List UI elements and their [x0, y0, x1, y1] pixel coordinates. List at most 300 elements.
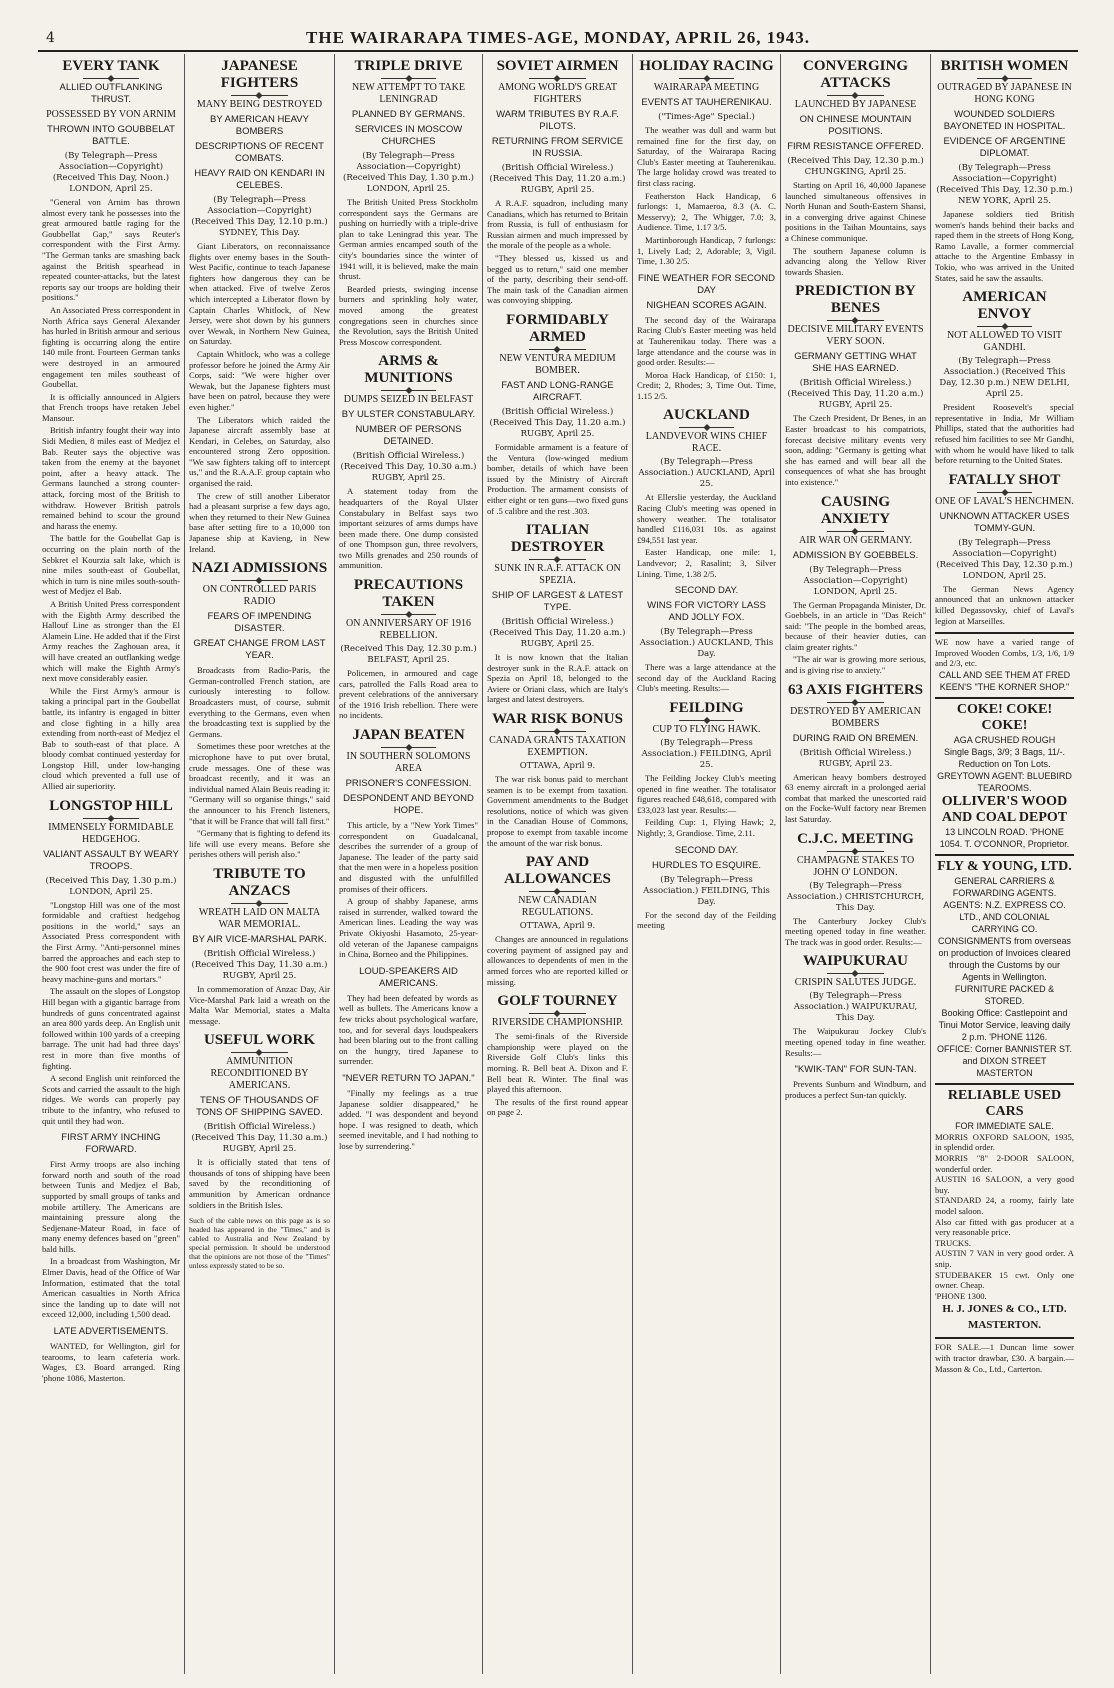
used-car-listing: 'PHONE 1300. — [935, 1290, 987, 1301]
subheading: ONE OF LAVAL'S HENCHMEN. — [935, 495, 1074, 507]
article — [339, 1073, 478, 1152]
subheading: HURDLES TO ESQUIRE. — [652, 859, 761, 871]
paragraph: Starting on April 16, 40,000 Japanese launched simultaneous offensives in North Hunan and South-Eastern Shansi, in a converging drive against Chinese positions in the Taihan Mountains, says a Chinese communique. — [785, 180, 926, 243]
paragraph: The British United Press Stockholm correspondent says the Germans are pushing on hurriedly with a triple-drive plan to take Leningrad this year. The German armies encamped south of the city's boundaries since the winter of 1941 will, it is believed, make the main thrust. — [339, 197, 478, 282]
headline: FEILDING — [669, 700, 744, 716]
kicker: ALLIED OUTFLANKING THRUST. — [59, 82, 163, 105]
dateline: (By Telegraph—Press Association.) AUCKLAND, April 25. — [638, 457, 775, 490]
paragraph: Featherston Hack Handicap, 6 furlongs: 1, Mamaeroa, 8.3 (A. C. Messervy); 2, The Whigger, 7.0; 3, Audience. Time, 1.17 3/5. — [637, 190, 776, 233]
subheading: HEAVY RAID ON KENDARI IN CELEBES. — [194, 168, 325, 191]
headline-rule — [977, 78, 1033, 79]
headline: SOVIET AIRMEN — [496, 58, 619, 74]
dateline: (British Official Wireless.) (Received This Day, 11.30 a.m.) RUGBY, April 25. — [191, 948, 328, 981]
fly-young-line: GENERAL CARRIERS & FORWARDING AGENTS. — [952, 875, 1057, 898]
paragraph: The German Propaganda Minister, Dr. Goebbels, in an article in "Das Reich" said: "The people in the bombed areas, because of their heavier duties, can claim greater rights." — [785, 599, 926, 652]
article — [189, 58, 330, 554]
used-car-listing: AUSTIN 16 SALOON, a very good buy. — [935, 1174, 1074, 1195]
paragraph: "General von Arnim has thrown almost every tank he possesses into the great armoured battle raging for the Goubbellat Gap," says Reuter's correspondent with the First Army. "The German tanks are smashing back against the British spearhead in repeated counter-attacks, but the latest reports say our troops are holding their positions." — [42, 197, 180, 303]
subheading: MANY BEING DESTROYED — [196, 99, 323, 110]
headline: CONVERGING ATTACKS — [802, 58, 908, 91]
article-body — [487, 934, 628, 987]
column-1 — [38, 54, 185, 1674]
kicker: LATE ADVERTISEMENTS. — [53, 1326, 169, 1338]
article — [42, 1132, 180, 1320]
dateline: (By Telegraph—Press Association—Copyright) (Received This Day, 12.10 p.m.) SYDNEY, This Day. — [191, 195, 328, 238]
paragraph: The Liberators which raided the Japanese aircraft assembly base at Kendari, in Celebes, on Saturday, also encountered strong Zero opposition. "We saw fighters taking off to intercept us," and the R.A.A.F. group captain who organised the raid. — [189, 414, 330, 489]
paragraph: The semi-finals of the Riverside championship were played on the Riverside Golf Club's links this morning. R. Bell beat A. Dixon and F. Bell beat R. Winter. The final was played this afternoon. — [487, 1031, 628, 1095]
article — [42, 58, 180, 792]
headline: USEFUL WORK — [204, 1032, 315, 1049]
headline: TRIBUTE TO ANZACS — [213, 865, 306, 899]
subheading: BY ULSTER CONSTABULARY. — [341, 409, 476, 421]
fly-young-line: Booking Office: Castlepoint and Tinui Motor Service, leaving daily 2 p.m. 'PHONE 1126. — [938, 1007, 1071, 1042]
paragraph: Easter Handicap, one mile: 1, Landvevor; 2, Rasalint; 3, Silver Lining. Time, 1.38 2/5. — [637, 547, 776, 579]
paragraph: Broadcasts from Radio-Paris, the German-controlled French station, are curiously interesting to follow. Broadcasters must, of course, submit everything to the Germans, even when the broadcasting text is supplied by the Germans. — [189, 665, 330, 739]
article — [785, 1064, 926, 1100]
paragraph: "They blessed us, kissed us and begged us to return," said one member of the party, describing their send-off. The main task of the Canadian airmen was convoying shipping. — [487, 252, 628, 306]
dateline: (By Telegraph—Press Association.) FEILDING, This Day. — [643, 874, 770, 907]
headline: FORMIDABLY ARMED — [506, 311, 609, 345]
paragraph: In a broadcast from Washington, Mr Elmer Davis, head of the Office of War Information, estimated that the total American casualties in North Africa since the landing up to date will not exceed 12,000, including 1,500 dead. — [42, 1256, 180, 1320]
paragraph: The assault on the slopes of Longstop Hill began with a gigantic barrage from hundreds of guns concentrated against an area 800 yards deep. An English unit followed within 100 yards of a creeping barrage. The unit had had three days' rest in more than five months of fighting. — [42, 986, 180, 1071]
kicker: "NEVER RETURN TO JAPAN." — [342, 1072, 475, 1084]
article-body — [487, 652, 628, 705]
kicker: SECOND DAY. — [674, 585, 739, 597]
paragraph: A group of shabby Japanese, arms raised in surrender, walked toward the American lines. Leading the way was Private Okiyoshi Hasamoto, 25-year-old veteran of the Japanese campaigns in China, Borneo and the Philippines. — [339, 896, 478, 960]
article — [487, 993, 628, 1118]
headline-rule — [827, 95, 883, 96]
subheading: NEW CANADIAN REGULATIONS. — [518, 895, 597, 919]
subheading: NEW VENTURA MEDIUM BOMBER. — [499, 352, 616, 376]
masthead — [38, 26, 1078, 52]
subheading: POSSESSED BY VON ARNIM — [46, 109, 176, 120]
column-7 — [931, 54, 1078, 1674]
kicker: "KWIK-TAN" FOR SUN-TAN. — [794, 1064, 917, 1076]
paragraph: The Waipukurau Jockey Club's meeting opened today in fine weather. Results:— — [785, 1026, 926, 1058]
column-4 — [483, 54, 633, 1674]
dateline: (Received This Day, 1.30 p.m.) LONDON, April 25. — [45, 875, 177, 897]
fly-young-line: CONSIGNMENTS from overseas on production of Invoices cleared through the Customs by our Agents in Wellington. — [937, 935, 1072, 982]
subheading: LAUNCHED BY JAPANESE — [794, 99, 917, 110]
article-body — [935, 209, 1074, 283]
paragraph: The Czech President, Dr Benes, in an Easter broadcast to his compatriots, forecast decisive military events very soon, adding: "Germany is getting what she has earned and will bear all the consequences of what she has brought into existence." — [785, 413, 926, 487]
dateline: (British Official Wireless.) (Received This Day, 11.20 a.m.) RUGBY, April 25. — [489, 163, 626, 195]
subheading: TENS OF THOUSANDS OF TONS OF SHIPPING SAVED. — [196, 1095, 323, 1119]
fly-young-line: FURNITURE PACKED & STORED. — [954, 983, 1055, 1006]
article — [637, 845, 776, 931]
headline-rule — [529, 891, 585, 892]
article — [42, 798, 180, 1126]
headline: PAY AND ALLOWANCES — [504, 854, 611, 888]
used-cars-title: RELIABLE USED CARS — [947, 1087, 1062, 1119]
headline-rule — [679, 427, 735, 428]
subheading: LANDVEVOR WINS CHIEF RACE. — [645, 431, 768, 455]
subheading: SUNK IN R.A.F. ATTACK ON SPEZIA. — [494, 563, 621, 587]
dateline: (By Telegraph—Press Association—Copyright) (Received This Day, Noon.) LONDON, April 25. — [52, 151, 170, 194]
article — [487, 711, 628, 848]
used-car-listing: MORRIS OXFORD SALOON, 1935, in splendid order. — [935, 1131, 1074, 1153]
article-body — [637, 315, 776, 402]
paragraph: The Feilding Jockey Club's meeting opened in fine weather. The totalisator figures reached £48,618, compared with £33,023 last year. Results:— — [637, 773, 776, 815]
headline: C.J.C. MEETING — [797, 830, 914, 847]
article-body — [637, 773, 776, 839]
paragraph: Captain Whitlock, who was a college professor before he joined the Army Air Corps, said: "We were higher over Wewak, but the Japanese fighters must have been on patrol, because they were even higher." — [189, 348, 330, 412]
article-body — [487, 198, 628, 306]
article — [935, 289, 1074, 466]
fly-young-ad — [935, 854, 1074, 1079]
headline: JAPANESE FIGHTERS — [220, 58, 299, 91]
subheading: FIRM RESISTANCE OFFERED. — [787, 141, 924, 152]
article — [637, 273, 776, 402]
article-body — [339, 486, 478, 571]
headline: BRITISH WOMEN — [940, 58, 1069, 74]
paragraph: "Germany that is fighting to defend its life will use every means. Before she perishes others will perish also." — [189, 828, 330, 860]
used-car-listing: STANDARD 24, a roomy, fairly late model saloon. — [935, 1195, 1074, 1217]
paragraph: The weather was dull and warm but remained fine for the first day, on Saturday, of the Wairarapa Racing Club's Easter meeting at Tauherenikau. The large holiday crowd was treated to first class racing. — [637, 125, 776, 188]
article-body — [42, 1341, 180, 1383]
paragraph: The results of the first round appear on page 2. — [487, 1096, 628, 1118]
dateline: (British Official Wireless.) (Received This Day, 10.30 a.m.) RUGBY, April 25. — [340, 451, 477, 484]
headline: FATALLY SHOT — [948, 471, 1061, 488]
headline-rule — [381, 614, 437, 615]
article — [189, 560, 330, 860]
dateline: (By Telegraph—Press Association.) AUCKLAND, This Day. — [639, 627, 774, 660]
headline: LONGSTOP HILL — [49, 797, 173, 814]
columns — [38, 54, 1078, 1674]
subheading: ON ANNIVERSARY OF 1916 REBELLION. — [346, 618, 471, 642]
fly-young-lines — [935, 875, 1074, 1079]
coke-ad-sizes: AGA CRUSHED ROUGH — [953, 734, 1056, 745]
paragraph: Prevents Sunburn and Windburn, and produces a perfect Sun-tan quickly. — [785, 1079, 926, 1100]
paragraph: A British United Press correspondent with the Eighth Army described the Hallouf Line as stronger than the El Alamein Line. He added that if the First Army reaches the Zaghouan area, it will have created an outflanking wedge which will make the Eighth Army's next move considerably easier. — [42, 598, 180, 684]
article-body — [637, 910, 776, 931]
subheading: CHAMPAGNE STAKES TO JOHN O' LONDON. — [796, 854, 915, 878]
paragraph: The war risk bonus paid to merchant seamen is to be exempt from taxation. Government amendments to the Budget resolutions, notice of which was given in the Canadian House of Commons, propose to exempt from taxable income the amount of the war risk bonus. — [487, 774, 628, 848]
headline-rule — [827, 531, 883, 532]
paragraph: "Finally my feelings as a true Japanese soldier disappeared," he added. "I was despondent and beyond hope. I was resigned to death, which seemed inevitable, and I had nothing to lose by surrendering." — [339, 1087, 478, 1151]
column-6 — [781, 54, 931, 1674]
used-cars-subtitle: FOR IMMEDIATE SALE. — [955, 1120, 1054, 1131]
subheading: SHIP OF LARGEST & LATEST TYPE. — [491, 590, 624, 614]
paragraph: Policemen, in armoured and cage cars, patrolled the Falls Road area to prevent celebrations of the anniversary of the 1916 Irish rebellion. There were no incidents. — [339, 668, 478, 721]
article-body — [189, 984, 330, 1026]
headline-rule — [977, 492, 1033, 493]
coke-ad-greytown: GREYTOWN AGENT: BLUEBIRD TEAROOMS. — [937, 770, 1072, 793]
article-body — [785, 772, 926, 825]
subheading: RETURNING FROM SERVICE IN RUSSIA. — [491, 136, 624, 159]
article — [487, 58, 628, 306]
article-body — [42, 197, 180, 792]
subheading: PRISONER'S CONFESSION. — [345, 778, 472, 790]
dateline: (By Telegraph—Press Association—Copyright) (Received This Day, 12.30 p.m.) NEW YORK, April 25. — [936, 163, 1073, 206]
olliver-depot-address: 13 LINCOLN ROAD. 'PHONE 1054. T. O'CONNOR, Proprietor. — [939, 826, 1070, 849]
fly-young-line: OFFICE: Corner BANNISTER ST. and DIXON STREET MASTERTON — [936, 1043, 1073, 1078]
headline-rule — [827, 973, 883, 974]
paragraph: For the second day of the Feilding meeting — [637, 909, 776, 931]
kicker: FIRST ARMY INCHING FORWARD. — [61, 1132, 161, 1156]
subheading: OUTRAGED BY JAPANESE IN HONG KONG — [937, 82, 1072, 105]
headline: EVERY TANK — [62, 58, 160, 74]
article-body — [637, 125, 776, 267]
headline-rule — [529, 78, 585, 79]
dateline: (British Official Wireless.) (Received This Day, 11.30 a.m.) RUGBY, April 25. — [191, 1122, 328, 1155]
paragraph: Formidable armament is a feature of the Ventura (low-winged medium bomber, details of which have been issued by the Ministry of Aircraft Production. The armament consists of either eight or ten guns—two fixed guns of .5 calibre and the rest .303. — [487, 441, 628, 516]
article — [785, 682, 926, 825]
paragraph: It is officially announced in Algiers that French troops have retaken Jebel Mansour. — [42, 391, 180, 423]
headline: AUCKLAND — [663, 407, 750, 424]
used-car-listing: STUDEBAKER 15 cwt. Only one owner. Cheap. — [935, 1269, 1074, 1291]
headline-rule — [231, 580, 287, 581]
paragraph: Martinborough Handicap, 7 furlongs: 1, Lively Lad; 2, Adorable; 3, Vigil. Time, 1.30 2/5. — [637, 234, 776, 267]
combs-ad — [935, 632, 1074, 693]
subheading: BY AIR VICE-MARSHAL PARK. — [192, 933, 327, 945]
article-body — [785, 600, 926, 676]
article — [339, 58, 478, 347]
used-car-listing: MORRIS "8" 2-DOOR SALOON, wonderful order. — [935, 1153, 1074, 1174]
dateline: (British Official Wireless.) RUGBY, April 23. — [799, 747, 912, 769]
article — [339, 353, 478, 571]
paragraph: American heavy bombers destroyed 63 enemy aircraft in a prolonged aerial combat that marked the unescorted raid on the Focke-Wulf factory near Bremen last Saturday. — [785, 771, 926, 825]
headline-rule — [827, 702, 883, 703]
article-body — [339, 993, 478, 1067]
dateline: (Received This Day, 12.30 p.m.) CHUNGKING, April 25. — [787, 156, 924, 177]
subheading: FEARS OF IMPENDING DISASTER. — [207, 611, 312, 635]
paragraph: It is now known that the Italian destroyer sunk in the R.A.F. attack on Spezia on April 18, belonged to the Aviere or Oriani class, which are Italy's largest and latest destroyers. — [487, 652, 628, 705]
subheading: DESPONDENT AND BEYOND HOPE. — [343, 793, 474, 817]
coke-ad-title: COKE! COKE! COKE! — [956, 701, 1053, 733]
headline-rule — [381, 747, 437, 748]
headline-rule — [827, 320, 883, 321]
subheading: DUMPS SEIZED IN BELFAST — [343, 394, 474, 406]
paragraph: Japanese soldiers tied British women's hands behind their backs and raped them in the streets of Hong Kong, Ramo Lavalle, a former commercial attache to the Argentine Embassy in Tokio, who was arrived in the United States, said he saw the assaults. — [935, 209, 1074, 283]
article — [785, 283, 926, 487]
paragraph: Bearded priests, swinging incense burners and sprinkling holy water, moved among the greatest congregations seen in churches since the Revolution, says the British United Press Moscow correspondent. — [339, 283, 478, 347]
article — [637, 700, 776, 839]
paragraph: The second day of the Wairarapa Racing Club's Easter meeting was held at Tauherenikau today. There was a large attendance and the course was in good order. Results:— — [637, 314, 776, 368]
paragraph: At Ellerslie yesterday, the Auckland Racing Club's meeting was opened in showery weather. The totalisator handled £116,031 10s. as against £94,551 last year. — [637, 492, 776, 545]
for-sale-ad — [935, 1337, 1074, 1374]
article — [785, 831, 926, 948]
subheading: IMMENSELY FORMIDABLE HEDGEHOG. — [48, 821, 174, 845]
article — [42, 1326, 180, 1383]
headline-rule — [529, 1013, 585, 1014]
dateline: (By Telegraph—Press Association—Copyright) LONDON, April 25. — [803, 564, 908, 597]
used-car-listing: TRUCKS. — [935, 1237, 972, 1248]
headline-rule — [231, 95, 287, 96]
subheading: WARM TRIBUTES BY R.A.F. PILOTS. — [496, 109, 619, 132]
paragraph: An Associated Press correspondent in North Africa says General Alexander has hurled in British armour and serious fighting is occurring along the entire 140 mile front. Fourteen German tanks were destroyed in an armoured engagement ten miles southeast of Goubellat. — [42, 304, 180, 390]
subheading: DECISIVE MILITARY EVENTS VERY SOON. — [787, 324, 924, 348]
paragraph: "The air war is growing more serious, and is giving rise to anxiety." — [785, 654, 926, 676]
article-body — [189, 241, 330, 554]
subheading: NUMBER OF PERSONS DETAINED. — [355, 424, 462, 448]
subheading: WAIRARAPA MEETING — [653, 82, 760, 93]
article-body — [487, 774, 628, 848]
article — [637, 407, 776, 579]
newspaper-title: THE WAIRARAPA TIMES-AGE, MONDAY, APRIL 26, 1943. — [306, 28, 810, 47]
dateline: ("Times-Age" Special.) — [658, 112, 755, 122]
paragraph: First Army troops are also inching forward north and south of the road between Tunis and Medjez el Bab, supported by small groups of tanks and mobile artillery. The Americans are maintaining pressure along the Sedjenane-Mateur Road, in face of many enemy defences based on "green" bald hills. — [42, 1159, 180, 1254]
column-2 — [185, 54, 335, 1674]
dateline: (British Official Wireless.) (Received This Day, 11.20 a.m.) RUGBY, April 25. — [787, 378, 924, 411]
headline: TRIPLE DRIVE — [354, 58, 463, 74]
article — [785, 953, 926, 1058]
subheading: NIGHEAN SCORES AGAIN. — [646, 299, 767, 311]
dateline: OTTAWA, April 9. — [519, 761, 596, 772]
kicker: SECOND DAY. — [674, 844, 739, 856]
paragraph: This article, by a "New York Times" correspondent on Guadalcanal, describes the surrender of a group of Japanese. The leader of the party said that the men were in a hopeless position and disgusted with the unfulfilled promises of their officers. — [339, 820, 478, 894]
kicker: FINE WEATHER FOR SECOND DAY — [637, 272, 776, 296]
article — [339, 577, 478, 721]
article-body — [487, 1031, 628, 1118]
column-7-articles — [935, 58, 1074, 626]
subheading: EVIDENCE OF ARGENTINE DIPLOMAT. — [943, 136, 1066, 159]
paragraph: The Canterbury Jockey Club's meeting opened today in fine weather. The track was in good order. Results:— — [785, 915, 926, 947]
headline: ITALIAN DESTROYER — [510, 522, 605, 556]
subheading: AIR WAR ON GERMANY. — [799, 534, 912, 546]
headline-rule — [977, 326, 1033, 327]
headline-rule — [83, 818, 138, 819]
subheading: FAST AND LONG-RANGE AIRCRAFT. — [501, 379, 614, 403]
headline: PRECAUTIONS TAKEN — [353, 577, 464, 611]
article — [487, 522, 628, 705]
headline-rule — [679, 720, 735, 721]
headline-rule — [381, 390, 437, 391]
dateline: (By Telegraph—Press Association.) FEILDING, April 25. — [641, 738, 772, 770]
paragraph: "Longstop Hill was one of the most formidable and craftiest hedgehog positions in the world," says an Associated Press correspondent with the First Army. "Anti-personnel mines barred the approaches and each step to the 900 foot crest was under the fire of heavy machine-guns and mortars." — [42, 899, 180, 984]
headline: WAR RISK BONUS — [492, 711, 623, 728]
article — [935, 472, 1074, 626]
paragraph: Giant Liberators, on reconnaissance flights over enemy bases in the South-West Pacific, continue to teach Japanese fighters how dangerous they can be when attacked. Five of twelve Zeros which intercepted a Liberator flown by Captain Charles Whitlock, of New Jersey, were shot down by his gunners over Wewak, in Northern New Guinea, on Saturday. — [189, 241, 330, 347]
subheading: IN SOUTHERN SOLOMONS AREA — [346, 751, 471, 775]
subheading: THROWN INTO GOUBBELAT BATTLE. — [47, 124, 175, 147]
article-body — [42, 1159, 180, 1320]
subheading: BY AMERICAN HEAVY BOMBERS — [210, 114, 309, 137]
dateline: (By Telegraph—Press Association.) CHRISTCHURCH, This Day. — [786, 880, 925, 913]
paragraph: WANTED, for Wellington, girl for tearooms, to learn cafeteria work. Wages, £3. Board arranged. Ring 'phone 1086, Masterton. — [42, 1341, 180, 1383]
used-car-listing: AUSTIN 7 VAN in very good order. A snip. — [935, 1248, 1074, 1269]
subheading: EVENTS AT TAUHERENIKAU. — [641, 97, 772, 108]
article-body — [42, 900, 180, 1126]
combs-ad-call: CALL AND SEE THEM AT FRED KEEN'S "THE KORNER SHOP." — [938, 669, 1071, 692]
article — [637, 585, 776, 694]
headline: ARMS & MUNITIONS — [364, 353, 453, 387]
subheading: ON CONTROLLED PARIS RADIO — [202, 584, 317, 608]
article — [637, 58, 776, 267]
article-body — [339, 197, 478, 347]
dateline: (British Official Wireless.) (Received This Day, 11.20 a.m.) RUGBY, April 25. — [489, 406, 626, 439]
subheading: GREAT CHANGE FROM LAST YEAR. — [193, 638, 326, 662]
headline-rule — [679, 78, 735, 79]
paragraph: A statement today from the headquarters of the Royal Ulster Constabulary in Belfast says two important seizures of arms dumps have been made there. One dump consisted of one Thompson gun, three revolvers, two Mills grenades and 250 rounds of ammunition. — [339, 486, 478, 571]
article — [487, 854, 628, 987]
subheading: ON CHINESE MOUNTAIN POSITIONS. — [799, 114, 912, 137]
headline-rule — [381, 78, 437, 79]
article — [487, 312, 628, 516]
paragraph: Changes are announced in regulations covering payment of assigned pay and allowances to dependents of men in the armed forces who are reported killed or missing. — [487, 934, 628, 987]
dateline: (By Telegraph—Press Association—Copyright) (Received This Day, 12.30 p.m.) LONDON, April 25. — [936, 537, 1073, 581]
headline-rule — [529, 731, 585, 732]
coke-ad-reduction: Reduction on Ton Lots. — [958, 758, 1051, 769]
paragraph: President Roosevelt's special representative in India, Mr William Phillips, stated that the authorities had refused him facilities to see Mr Gandhi, with whom he would have liked to talk before returning to the United States. — [935, 402, 1074, 466]
subheading: NEW ATTEMPT TO TAKE LENINGRAD — [351, 82, 465, 105]
headline-rule — [529, 559, 585, 560]
headline-rule — [231, 1052, 287, 1053]
article-body — [785, 1079, 926, 1100]
headline: HOLIDAY RACING — [639, 58, 774, 74]
paragraph: There was a large attendance at the second day of the Auckland Racing Club's meeting. Results:— — [637, 662, 776, 694]
paragraph: Moroa Hack Handicap, of £150: 1, Credit; 2, Rhodes; 3, Time Out. Time, 1.15 2/5. — [637, 369, 776, 401]
column-3 — [335, 54, 483, 1674]
paragraph: British infantry fought their way into Sidi Medien, 8 miles east of Medjez el Bab. Reuter says the objective was taken from the enemy at the bayonet point, after a heavy attack. The Germans launched a strong counter-attack, forcing most of the British to withdraw. However British patrols remained behind to scour the ground and harass the enemy. — [42, 425, 180, 531]
coke-ad-bags: Single Bags, 3/9; 3 Bags, 11/-. — [944, 746, 1065, 757]
paragraph: They had been defeated by words as well as bullets. The Americans know a few tricks about psychological warfare, too, and for several days loudspeakers had been blaring out to the front calling on the hungry, tired Japanese to surrender. — [339, 992, 478, 1067]
article — [935, 58, 1074, 283]
dateline: (By Telegraph—Press Association—Copyright) (Received This Day, 1.30 p.m.) LONDON, April 25. — [343, 151, 474, 194]
dateline: (Received This Day, 12.30 p.m.) BELFAST, April 25. — [340, 644, 477, 666]
article — [785, 494, 926, 676]
cable-notice: Such of the cable news on this page as is so headed has appeared in the "Times," and is cabled to Australia and New Zealand by special permission. It should be understood that the opinions are not those of the "Times" unless expressly stated to be so. — [189, 1216, 330, 1271]
dateline: (By Telegraph—Press Association.) (Received This Day, 12.30 p.m.) NEW DELHI, April 25. — [939, 356, 1070, 400]
headline: GOLF TOURNEY — [497, 993, 618, 1010]
paragraph: While the First Army's armour is taking a principal part in the Goubellat battle, its infantry is engaged in bitter and close fighting in a hilly area extending from north-east of Medjez el Bab to south-east of that place. A bloody combat continued yesterday for Longstop Hill, under low-hanging cloud which prevented a full use of Allied air superiority. — [42, 685, 180, 792]
headline-rule — [529, 349, 585, 350]
subheading: SERVICES IN MOSCOW CHURCHES — [354, 124, 463, 147]
subheading: DURING RAID ON BREMEN. — [792, 732, 919, 744]
for-sale-text: FOR SALE.—1 Duncan lime sower with tractor drawbar, £30. A bargain.—Masson & Co., Ltd., Carterton. — [935, 1342, 1074, 1374]
article-body — [785, 180, 926, 277]
article-body — [785, 413, 926, 487]
article-body — [487, 442, 628, 516]
article — [189, 866, 330, 1026]
paragraph: The battle for the Goubellat Gap is occurring on the plain north of the Sebkret el Kourzia salt lake, which is nine miles south-east of Goubellat, which in turn is nine miles south-south-west of Medjez el Bab. — [42, 533, 180, 597]
used-cars-ad — [935, 1083, 1074, 1334]
jones-company: H. J. JONES & CO., LTD. MASTERTON. — [942, 1303, 1067, 1332]
paragraph: Feilding Cup: 1, Flying Hawk; 2, Nightly; 3, Grandiose. Time, 2.11. — [637, 817, 776, 838]
subheading: CANADA GRANTS TAXATION EXEMPTION. — [489, 735, 626, 759]
subheading: ADMISSION BY GOEBBELS. — [792, 549, 919, 561]
paragraph: A R.A.F. squadron, including many Canadians, which has returned to Britain from Russia, is full of enthusiasm for Russian airmen and much impressed by the morale of the people as a whole. — [487, 198, 628, 251]
headline: NAZI ADMISSIONS — [191, 560, 328, 577]
article-body — [637, 662, 776, 694]
subheading: RIVERSIDE CHAMPIONSHIP. — [491, 1017, 624, 1029]
subheading: CUP TO FLYING HAWK. — [652, 724, 761, 735]
subheading: DESCRIPTIONS OF RECENT COMBATS. — [195, 141, 324, 164]
subheading: DESTROYED BY AMERICAN BOMBERS — [790, 705, 921, 729]
headline-rule — [231, 903, 287, 904]
article-body — [339, 820, 478, 960]
paragraph: Sometimes these poor wretches at the microphone have to put over brutal, crude messages. One of these was broadcast recently, and it was an individual named Alain Beuis reading it: "Germany will so organise things," said the announcer to his French listeners, "that it will be France that will fall first." — [189, 741, 330, 826]
article-body — [189, 665, 330, 860]
headline-rule — [827, 851, 883, 852]
subheading: AMONG WORLD'S GREAT FIGHTERS — [498, 82, 617, 105]
article — [339, 966, 478, 1067]
subheading: NOT ALLOWED TO VISIT GANDHI. — [946, 330, 1063, 354]
used-car-listing: Also car fitted with gas producer at a very reasonable price. — [935, 1216, 1074, 1238]
subheading: VALIANT ASSAULT BY WEARY TROOPS. — [43, 848, 179, 872]
subheading: WINS FOR VICTORY LASS AND JOLLY FOX. — [647, 600, 766, 624]
article-body — [785, 1026, 926, 1058]
headline: PREDICTION BY BENES — [795, 283, 916, 317]
article-body — [339, 1088, 478, 1152]
dateline: OTTAWA, April 9. — [519, 921, 596, 932]
article-body — [935, 402, 1074, 466]
paragraph: A second English unit reinforced the Scots and carried the assault to the high ridges. We words can properly pay tribute to the infantry, who refused to quit until they had won. — [42, 1073, 180, 1126]
subheading: WOUNDED SOLDIERS BAYONETED IN HOSPITAL. — [943, 109, 1066, 132]
article-body — [637, 492, 776, 579]
headline: JAPAN BEATEN — [352, 727, 465, 744]
article — [785, 58, 926, 277]
